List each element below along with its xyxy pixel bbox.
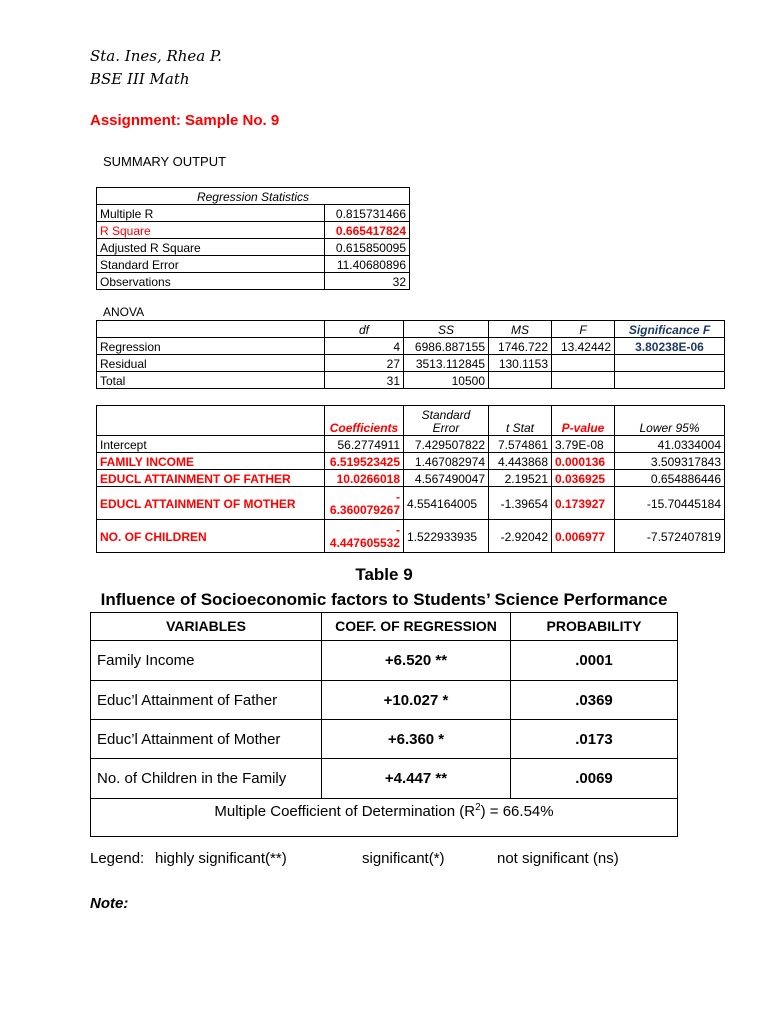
influence-table: VARIABLES COEF. OF REGRESSION PROBABILITY Family Income +6.520 ** .0001 Educ’l Attainment of Father +10.027 * .0369 Educ’l Attainment of Mother +6.360 * .0173 No. of Children in the Family +4.447 ** .0069 Multiple Coefficient of Determination $(R^2) = 66.54\%$: [90, 612, 678, 837]
summary-output-label: SUMMARY OUTPUT: [103, 154, 227, 169]
multiple-coefficient-determination: Multiple Coefficient of Determination $(R^2) = 66.54\%$: [91, 799, 678, 837]
note-label: Note:: [90, 895, 129, 912]
coefficients-header: Coefficients: [325, 406, 404, 436]
table-row: Multiple R 0.815731466: [97, 205, 410, 222]
legend-label: Legend:: [90, 850, 145, 867]
legend-item: significant(*): [362, 850, 445, 867]
regression-statistics-title: Regression Statistics: [97, 188, 410, 205]
table-number: Table 9: [355, 565, 413, 584]
table-row: No. of Children in the Family +4.447 ** .0069: [91, 759, 678, 799]
student-name: Sta. Ines, Rhea P.: [90, 47, 222, 65]
table-row: Observations 32: [97, 273, 410, 290]
table-row: Standard Error 11.40680896: [97, 256, 410, 273]
table-row: Family Income +6.520 ** .0001: [91, 641, 678, 681]
regression-statistics-table: [96, 187, 410, 290]
table-row: EDUCL ATTAINMENT OF FATHER 10.0266018 4.567490047 2.19521 0.036925 0.654886446: [97, 470, 725, 487]
legend-item: highly significant(**): [155, 850, 287, 867]
standard-error-header: Standard Error: [404, 406, 489, 436]
table-row: FAMILY INCOME 6.519523425 1.467082974 4.443868 0.000136 3.509317843: [97, 453, 725, 470]
assignment-title: Assignment: Sample No. 9: [90, 112, 280, 129]
coefficients-table: Coefficients Standard Error t Stat P-value Lower 95% Intercept 56.2774911 7.429507822 7.574861 3.79E-08 41.0334004 FAMILY INCOME 6.519523425 1.467082974 4.443868 0.000136 3.509317843 EDUCL ATTAINMENT OF FATHER 10.0266018 4.567490047 2.19521 0.036925 0.654886446 EDUCL ATTAINMENT OF MOTHER - 6.360079267 4.554164005 -1.39654 0.173927 -15.70445184 NO. OF CHILDREN - 4.447605532 1.522933935 -2.92042 0.006977 -7.572407819: [96, 405, 725, 553]
table-row: EDUCL ATTAINMENT OF MOTHER - 6.360079267 4.554164005 -1.39654 0.173927 -15.70445184: [97, 487, 725, 520]
table-row: Total 31 10500: [97, 372, 725, 389]
course-label: BSE III Math: [90, 70, 190, 88]
table-row: Educ’l Attainment of Mother +6.360 * .0173: [91, 720, 678, 759]
table-row: R Square 0.665417824: [97, 222, 410, 239]
anova-label: ANOVA: [103, 305, 145, 319]
table-row: Educ’l Attainment of Father +10.027 * .0369: [91, 681, 678, 720]
table-row: NO. OF CHILDREN - 4.447605532 1.522933935 -2.92042 0.006977 -7.572407819: [97, 520, 725, 553]
table-row: Adjusted R Square 0.615850095: [97, 239, 410, 256]
table-row: Regression 4 6986.887155 1746.722 13.42442 3.80238E-06: [97, 338, 725, 355]
table-title: Influence of Socioeconomic factors to Students’ Science Performance: [100, 590, 668, 609]
legend: [90, 850, 144, 867]
legend-item: not significant (ns): [497, 850, 619, 867]
anova-table: df SS MS F Significance F Regression 4 6986.887155 1746.722 13.42442 3.80238E-06 Residual 27 3513.112845 130.1153 Total 31 10500: [96, 320, 725, 389]
table-row: Intercept 56.2774911 7.429507822 7.574861 3.79E-08 41.0334004: [97, 436, 725, 453]
table-row: Residual 27 3513.112845 130.1153: [97, 355, 725, 372]
